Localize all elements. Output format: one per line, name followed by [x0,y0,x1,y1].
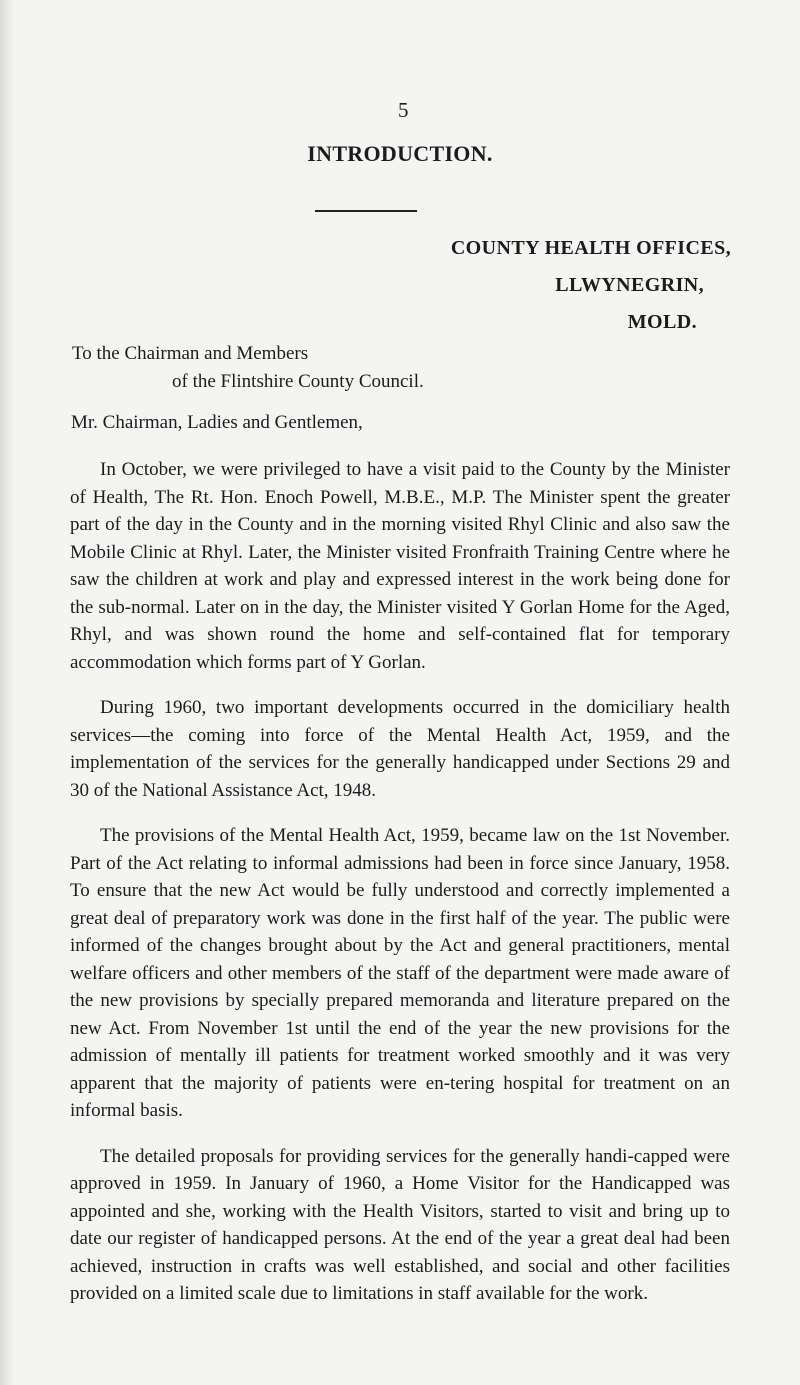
paragraph-4: The detailed proposals for providing services for the generally handi-capped were approved in 1959. In January of 1960, a Home Visitor for the Handicapped was appointed and she, working with the Health Visitors, started to visit and bring up to date our register of handicapped persons. At the end of the year a great deal had been achieved, instruction in crafts was well established, and social and other facilities provided on a limited scale due to limitations in staff available for the work. [70,1145,730,1304]
addressee [72,340,424,396]
divider-rule [315,210,417,212]
address-line-3: MOLD. [627,311,697,333]
paragraph-1: In October, we were privileged to have a visit paid to the County by the Minister of Health, The Rt. Hon. Enoch Powell, M.B.E., M.P. The Minister spent the greater part of the day in the County and in the morning visited Rhyl Clinic and also saw the Mobile Clinic at Rhyl. Later, the Minister visited Fronfraith Training Centre where he saw the children at work and play and expressed interest in the work being done for the sub-normal. Later on in the day, the Minister visited Y Gorlan Home for the Aged, Rhyl, and was shown round the home and self-contained flat for temporary accommodation which forms part of Y Gorlan. [70,459,730,673]
page-title: INTRODUCTION. [307,141,493,166]
addressee-line-1: To the Chairman and Members [72,343,309,364]
address-line-2: LLWYNEGRIN, [555,274,704,296]
paragraph-3: The provisions of the Mental Health Act, 1959, became law on the 1st November. Part of the Act relating to informal admissions had been in force since January, 1958. To ensure that the new Act would be fully understood and correctly implemented a great deal of preparatory work was done in the first half of the year. The public were informed of the changes brought about by the Act and general practitioners, mental welfare officers and other members of the staff of the department were made aware of the new provisions by specially prepared memoranda and literature prepared on the new Act. From November 1st until the end of the year the new provisions for the admission of mentally ill patients for treatment worked smoothly and it was very apparent that the majority of patients were en-tering hospital for treatment on an informal basis. [70,825,730,1121]
address-line-1: COUNTY HEALTH OFFICES, [450,237,731,259]
paragraph-2: During 1960, two important developments occurred in the domiciliary health services—the coming into force of the Mental Health Act, 1959, and the implementation of the services for the generally handicapped under Sections 29 and 30 of the National Assistance Act, 1948. [70,697,730,801]
addressee-line-2: of the Flintshire County Council. [172,371,424,392]
salutation: Mr. Chairman, Ladies and Gentlemen, [71,412,363,433]
letter-body [70,456,730,1326]
sender-address [450,230,731,341]
page-number: 5 [398,98,409,122]
page-edge-shadow [0,0,14,1385]
